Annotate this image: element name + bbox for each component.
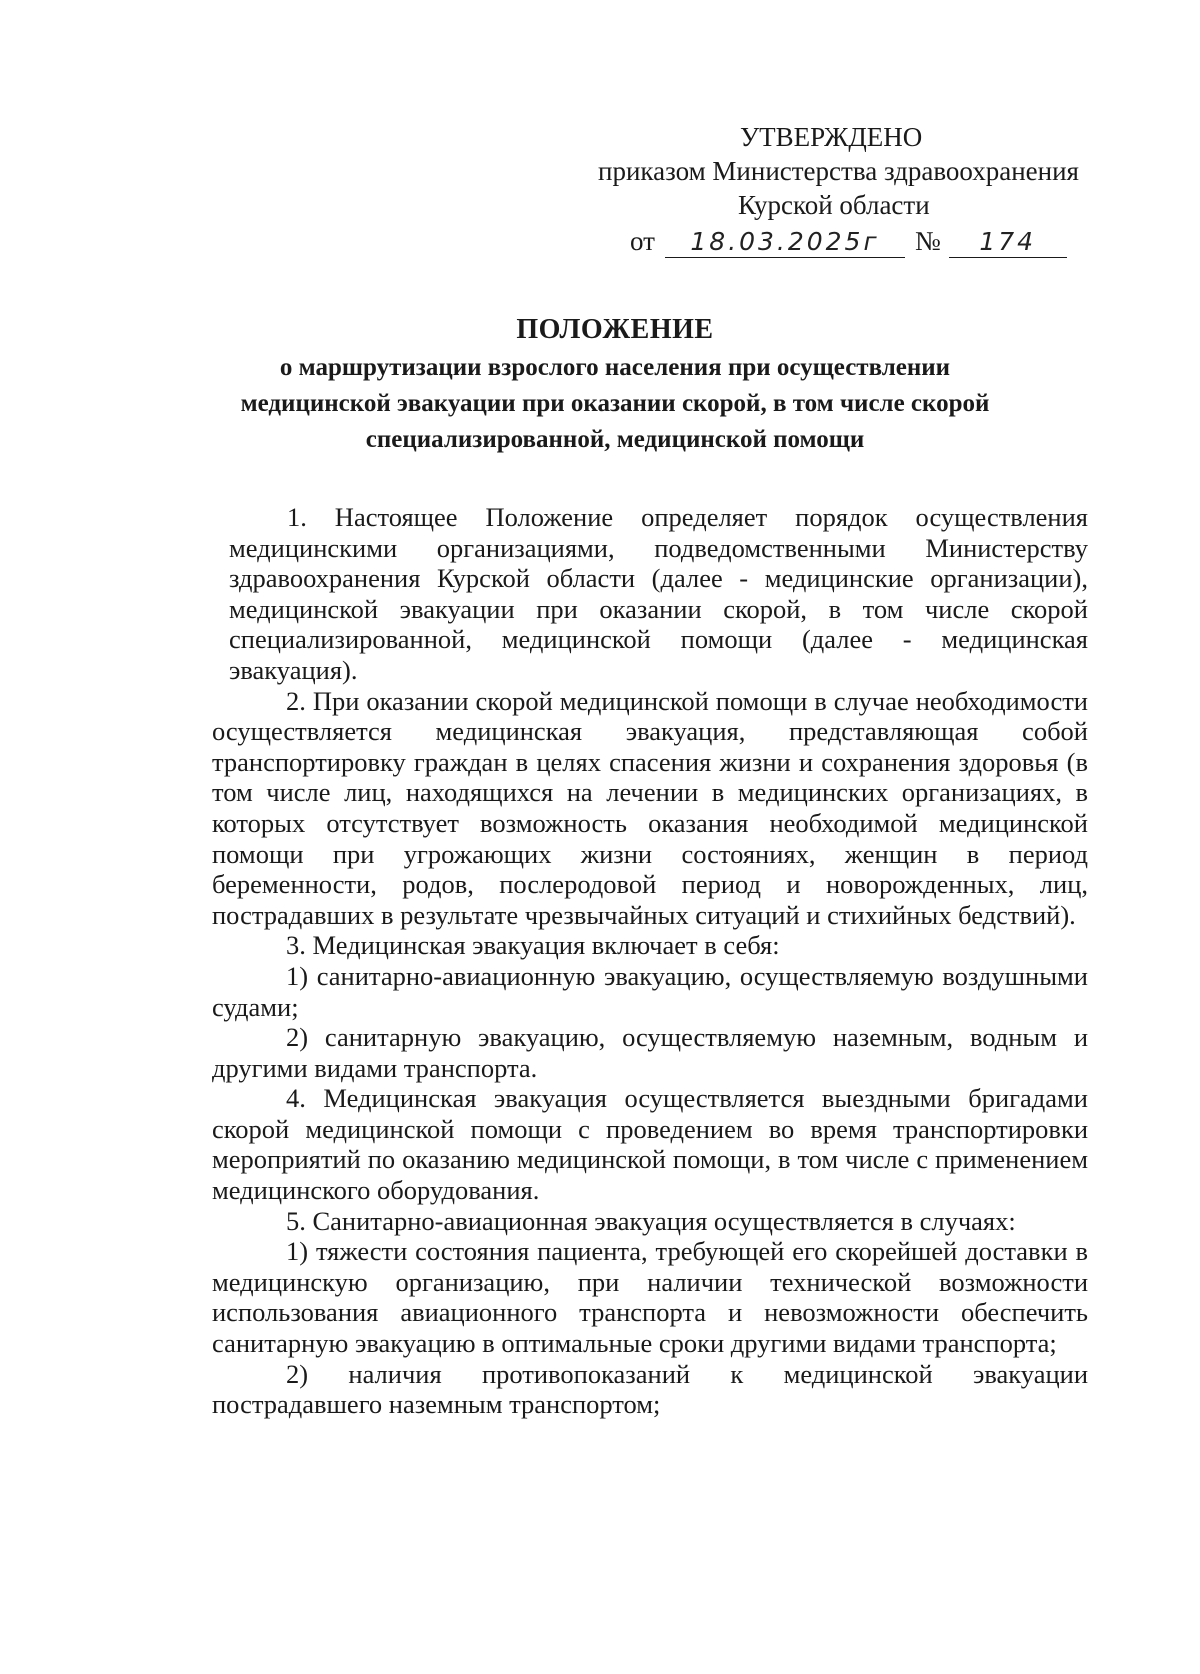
document-subtitle-line-3: специализированной, медицинской помощи <box>365 426 865 453</box>
approval-block <box>590 120 1110 258</box>
from-label: от <box>630 226 655 256</box>
paragraph-5-item-2: 2) наличия противопоказаний к медицинской эвакуации пострадавшего наземным транспортом; <box>212 1358 1088 1420</box>
approval-region-line: Курской области <box>738 190 930 220</box>
approval-date-number-line <box>590 224 1110 258</box>
document-title-block <box>150 312 1080 456</box>
document-title: ПОЛОЖЕНИЕ <box>516 314 714 345</box>
paragraph-3-item-1: 1) санитарно-авиационную эвакуацию, осуществляемую воздушными судами; <box>212 960 1088 1022</box>
document-subtitle-line-2: медицинской эвакуации при оказании скорой, в том числе скорой <box>240 390 990 417</box>
paragraph-3-item-2: 2) санитарную эвакуацию, осуществляемую наземным, водным и другими видами транспорта. <box>212 1022 1088 1083</box>
paragraph-5-item-1: 1) тяжести состояния пациента, требующей его скорейшей доставки в медицинскую организацию, при наличии технической возможности использования авиационного транспорта и невозможности обеспечить санитарную эвакуацию в оптимальные сроки другими видами транспорта; <box>212 1236 1088 1359</box>
document-subtitle-line-1: о маршрутизации взрослого населения при осуществлении <box>279 354 951 381</box>
paragraph-4: 4. Медицинская эвакуация осуществляется выездными бригадами скорой медицинской помощи с проведением во время транспортировки мероприятий по оказанию медицинской помощи, в том числе с применением медицинского оборудования. <box>212 1083 1088 1206</box>
paragraph-2: 2. При оказании скорой медицинской помощи в случае необходимости осуществляется медицинская эвакуация, представляющая собой транспортировку граждан в целях спасения жизни и сохранения здоровья (в том числе лиц, находящихся на лечении в медицинских организациях, в которых отсутствует возможность оказания необходимой медицинской помощи при угрожающих жизни состояниях, женщин в период беременности, родов, послеродовой период и новорожденных, лиц, пострадавших в результате чрезвычайных ситуаций и стихийных бедствий). <box>212 685 1088 930</box>
paragraph-3: 3. Медицинская эвакуация включает в себя: <box>286 930 780 961</box>
handwritten-number: 174 <box>949 227 1067 258</box>
approval-order-line: приказом Министерства здравоохранения <box>598 156 1079 186</box>
document-body <box>212 502 1088 1420</box>
handwritten-date: 18.03.2025г <box>665 227 905 258</box>
number-label: № <box>914 226 941 256</box>
paragraph-5: 5. Санитарно-авиационная эвакуация осуществляется в случаях: <box>286 1205 1016 1236</box>
approval-heading: УТВЕРЖДЕНО <box>740 122 923 152</box>
paragraph-1: 1. Настоящее Положение определяет порядок осуществления медицинскими организациями, подведомственными Министерству здравоохранения Курской области (далее - медицинские организации), медицинской эвакуации при оказании скорой, в том числе скорой специализированной, медицинской помощи (далее - медицинская эвакуация). <box>229 502 1088 685</box>
